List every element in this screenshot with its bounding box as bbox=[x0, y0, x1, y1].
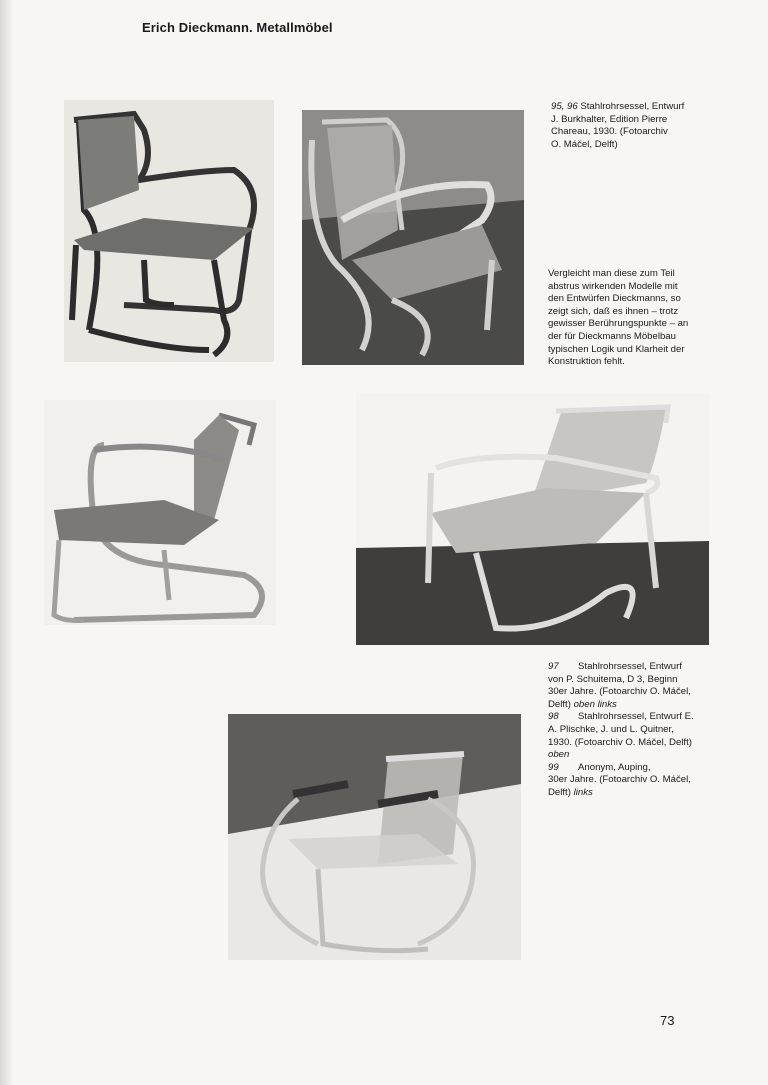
page-number: 73 bbox=[660, 1013, 675, 1028]
caption-95-96: 95, 96 Stahlrohrsessel, Entwurf J. Burkhalter, Edition Pierre Chareau, 1930. (Fotoarchiv O. Máčel, Delft) bbox=[551, 101, 685, 150]
caption-entry-99: 99 Anonym, Auping, 30er Jahre. (Fotoarchiv O. Máčel, Delft) links bbox=[548, 761, 691, 798]
running-header: Erich Dieckmann. Metallmöbel bbox=[142, 20, 333, 35]
figure-num-98: 98 bbox=[548, 711, 559, 723]
photo-chair-97 bbox=[44, 400, 276, 625]
photo-chair-95 bbox=[64, 100, 274, 362]
caption-entry-98: 98 Stahlrohrsessel, Entwurf E. A. Plischke, J. und L. Quitner, 1930. (Fotoarchiv O. Máčel, Delft) oben bbox=[548, 711, 694, 761]
caption-97-99 bbox=[548, 661, 758, 800]
photo-chair-98 bbox=[356, 393, 709, 645]
caption-entry-97: 97 Stahlrohrsessel, Entwurf von P. Schuitema, D 3, Beginn 30er Jahre. (Fotoarchiv O. Máčel, Delft) oben links bbox=[548, 661, 691, 710]
figure-num-97: 97 bbox=[548, 661, 559, 672]
commentary-text: Vergleicht man diese zum Teil abstrus wirkenden Modelle mit den Entwürfen Dieckmanns, so zeigt sich, daß es ihnen – trotz gewisser Berührungspunkte – an der für Dieckmanns Möbelbau typischen Logik und Klarheit der Konstruktion fehlt. bbox=[548, 268, 689, 368]
page-gutter-shadow bbox=[0, 0, 14, 1085]
figure-num-99: 99 bbox=[548, 761, 559, 773]
photo-chair-99 bbox=[228, 714, 521, 960]
photo-chair-96 bbox=[302, 110, 524, 365]
figure-ref-95-96: 95, 96 bbox=[551, 101, 578, 112]
